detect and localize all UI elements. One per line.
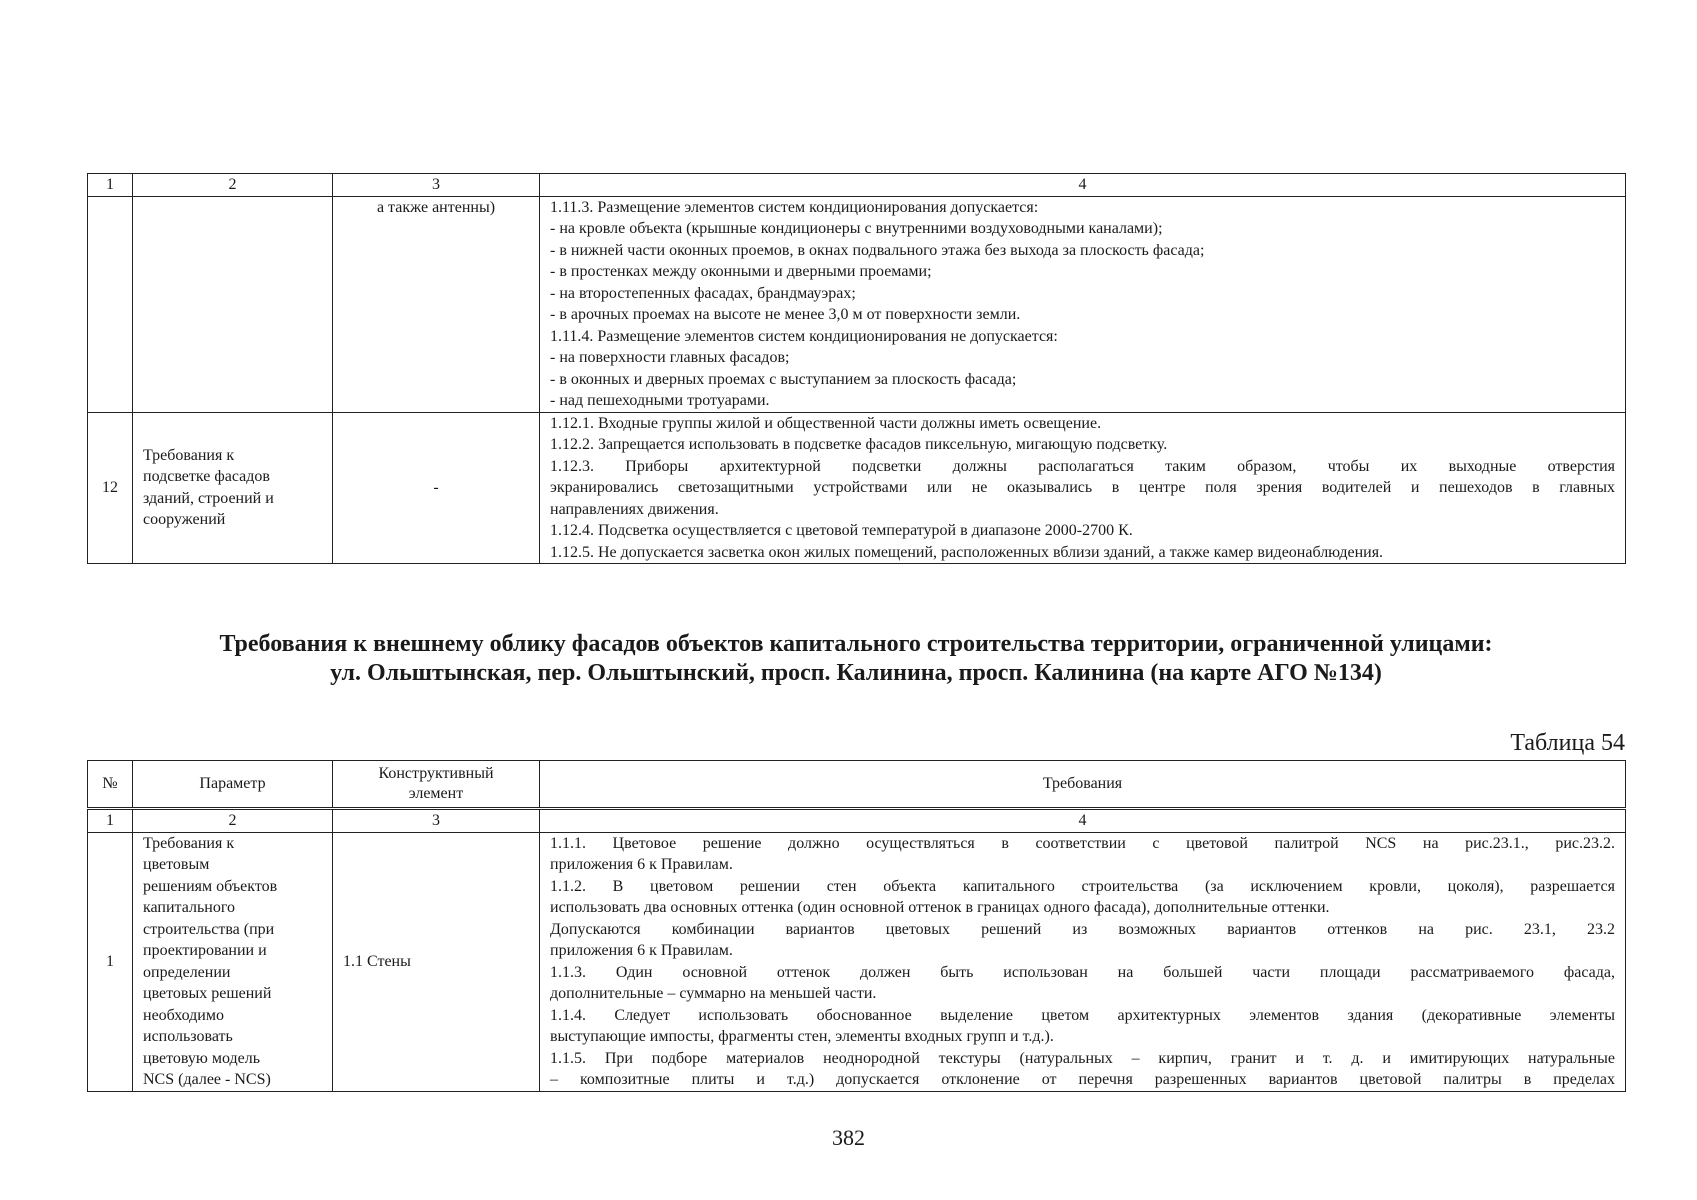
- requirement-line: - в простенках между оконными и дверными проемами;: [550, 263, 932, 280]
- parameter-line: подсветке фасадов: [143, 468, 270, 486]
- parameter-cell: [133, 832, 333, 1091]
- row-number-cell: 12: [88, 412, 133, 564]
- header-element-line: элемент: [408, 785, 464, 802]
- col-number-2: 2: [133, 809, 333, 833]
- requirement-line: - на второстепенных фасадах, брандмауэрах;: [550, 284, 856, 302]
- header-parameter: Параметр: [133, 761, 333, 809]
- col-number-3: 3: [333, 174, 540, 197]
- parameter-line: NCS (далее - NCS): [143, 1071, 271, 1088]
- col-number-4: 4: [540, 809, 1626, 833]
- parameter-line: проектировании и: [143, 942, 267, 959]
- element-cell: 1.1 Стены: [333, 832, 540, 1091]
- page-number: 382: [832, 1125, 865, 1150]
- table-54: [87, 760, 1626, 1092]
- section-title-line: Требования к внешнему облику фасадов объектов капитального строительства территории, ограниченной улицами:: [219, 631, 1493, 657]
- table-row: [88, 832, 1626, 1091]
- header-row: [88, 761, 1626, 809]
- row-number-cell: 1: [88, 832, 133, 1091]
- requirement-line: - в нижней части оконных проемов, в окнах подвального этажа без выхода за плоскость фасада;: [550, 241, 1205, 259]
- requirements-cell: [540, 832, 1626, 1091]
- col-number-1: 1: [88, 809, 133, 833]
- col-number-3: 3: [333, 809, 540, 833]
- header-requirements: Требования: [540, 761, 1626, 809]
- column-number-row: [88, 174, 1626, 197]
- element-cell: а также антенны): [333, 196, 540, 412]
- parameter-cell: [133, 196, 333, 412]
- requirements-cell: [540, 196, 1626, 412]
- requirement-line: дополнительные – суммарно на меньшей части.: [550, 985, 877, 1002]
- requirement-line: приложения 6 к Правилам.: [550, 856, 733, 873]
- parameter-line: цветовую модель: [143, 1049, 261, 1067]
- table-label: Таблица 54: [1510, 730, 1625, 756]
- requirements-table-continued: [87, 173, 1626, 564]
- header-element: [333, 761, 540, 809]
- parameter-line: капитального: [143, 899, 235, 916]
- parameter-line: определении: [143, 963, 231, 981]
- element-cell: -: [333, 412, 540, 564]
- requirement-line: направлениях движения.: [550, 500, 719, 518]
- column-number-row: [88, 809, 1626, 833]
- parameter-line: цветовым: [143, 856, 210, 873]
- requirement-line: 1.1.3. Один основной оттенок должен быть использован на большей части площади рассматриваемого фасада,: [550, 963, 1615, 981]
- requirement-line: выступающие импосты, фрагменты стен, элементы входных групп и т.д.).: [550, 1028, 1054, 1045]
- table-row: [88, 196, 1626, 412]
- requirement-line: 1.11.4. Размещение элементов систем кондиционирования не допускается:: [550, 327, 1058, 345]
- requirement-line: Допускаются комбинации вариантов цветовых решений из возможных вариантов оттенков на рис. 23.1, 23.2: [550, 920, 1615, 938]
- requirement-line: 1.12.5. Не допускается засветка окон жилых помещений, расположенных вблизи зданий, а также камер видеонаблюдения.: [550, 543, 1384, 561]
- table-row: [88, 412, 1626, 564]
- requirements-cell: [540, 412, 1626, 564]
- requirement-line: экранировались светозащитными устройствами или не оказывались в центре поля зрения водителей и пешеходов в главных: [550, 479, 1615, 496]
- requirement-line: 1.12.3. Приборы архитектурной подсветки должны располагаться таким образом, чтобы их выходные отверстия: [550, 457, 1615, 475]
- requirement-line: - на поверхности главных фасадов;: [550, 349, 790, 366]
- col-number-1: 1: [88, 174, 133, 197]
- parameter-cell: [133, 412, 333, 564]
- requirement-line: 1.1.2. В цветовом решении стен объекта капитального строительства (за исключением кровли, цоколя), разрешается: [550, 877, 1615, 895]
- requirement-line: - в арочных проемах на высоте не менее 3,0 м от поверхности земли.: [550, 306, 1021, 323]
- section-title-line: ул. Ольштынская, пер. Ольштынский, просп. Калинина, просп. Калинина (на карте АГО №134): [330, 660, 1382, 686]
- header-number: №: [88, 761, 133, 809]
- col-number-2: 2: [133, 174, 333, 197]
- requirement-line: 1.1.5. При подборе материалов неоднородной текстуры (натуральных – кирпич, гранит и т. д. и имитирующих натуральные: [550, 1049, 1615, 1067]
- section-title: [87, 630, 1625, 688]
- parameter-line: Требования к: [143, 834, 235, 852]
- parameter-line: строительства (при: [143, 920, 275, 938]
- requirement-line: приложения 6 к Правилам.: [550, 942, 733, 959]
- parameter-line: решениям объектов: [143, 877, 278, 895]
- requirement-line: - над пешеходными тротуарами.: [550, 392, 770, 409]
- requirement-line: 1.1.4. Следует использовать обоснованное выделение цветом архитектурных элементов здания (декоративные элементы: [550, 1006, 1615, 1024]
- requirement-line: 1.12.2. Запрещается использовать в подсветке фасадов пиксельную, мигающую подсветку.: [550, 436, 1168, 453]
- parameter-line: Требования к: [143, 446, 235, 464]
- requirement-line: 1.1.1. Цветовое решение должно осуществляться в соответствии с цветовой палитрой NCS на рис.23.1., рис.23.2.: [550, 834, 1615, 852]
- requirement-line: – композитные плиты и т.д.) допускается отклонение от перечня разрешенных вариантов цветовой палитры в пределах: [550, 1071, 1615, 1088]
- parameter-line: сооружений: [143, 511, 226, 529]
- parameter-line: зданий, строений и: [143, 489, 274, 507]
- requirement-line: 1.12.1. Входные группы жилой и общественной части должны иметь освещение.: [550, 414, 1102, 432]
- requirement-line: - в оконных и дверных проемах с выступанием за плоскость фасада;: [550, 370, 1017, 388]
- row-number-cell: [88, 196, 133, 412]
- header-element-line: Конструктивный: [378, 765, 494, 782]
- requirement-line: 1.12.4. Подсветка осуществляется с цветовой температурой в диапазоне 2000-2700 К.: [550, 522, 1133, 539]
- parameter-line: цветовых решений: [143, 985, 272, 1002]
- requirement-line: использовать два основных оттенка (один основной оттенок в границах одного фасада), дополнительные оттенки.: [550, 899, 1330, 916]
- parameter-line: необходимо: [143, 1006, 224, 1024]
- requirement-line: - на кровле объекта (крышные кондиционеры с внутренними воздуховодными каналами);: [550, 220, 1163, 237]
- col-number-4: 4: [540, 174, 1626, 197]
- parameter-line: использовать: [143, 1028, 233, 1045]
- requirement-line: 1.11.3. Размещение элементов систем кондиционирования допускается:: [550, 198, 1039, 216]
